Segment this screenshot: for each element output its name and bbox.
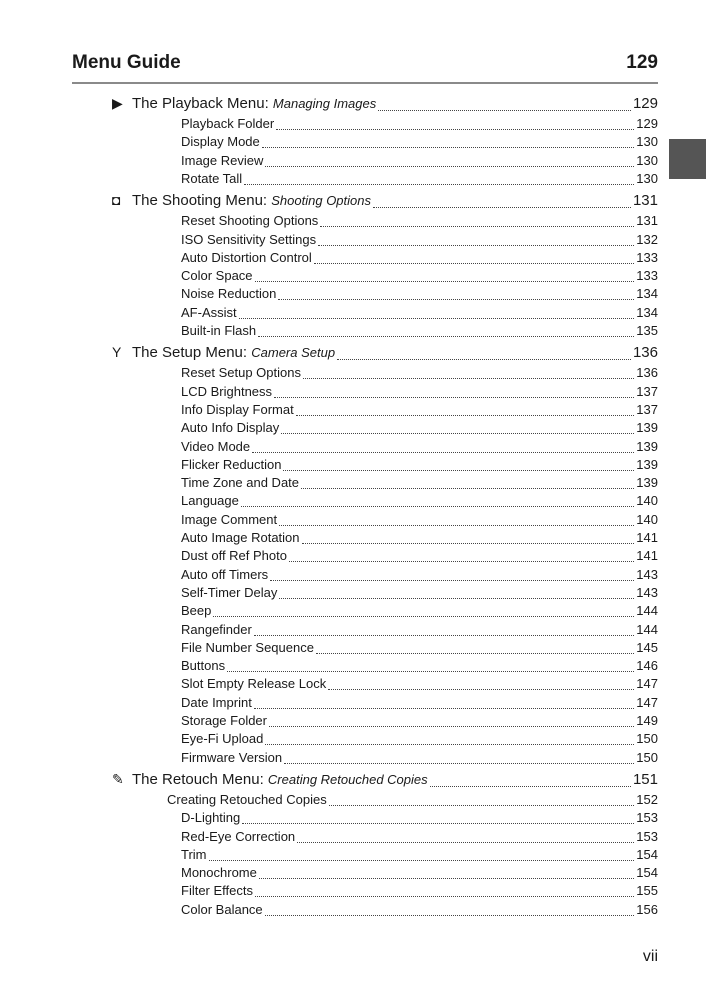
dot-leader (284, 762, 634, 764)
toc-label (181, 384, 272, 399)
toc-label (181, 640, 314, 655)
toc-label (181, 365, 301, 380)
toc-label-text: Rangefinder (181, 621, 252, 637)
toc-page-number: 131 (636, 213, 658, 229)
dot-leader (279, 524, 634, 526)
toc-label-text: Auto Info Display (181, 420, 280, 436)
toc-label (181, 658, 225, 673)
toc-label-text: Buttons (181, 658, 226, 674)
toc-label (181, 713, 267, 728)
dot-leader (213, 615, 634, 617)
toc-section-subtitle: Creating Retouched Copies (267, 771, 428, 787)
toc-entry[interactable] (181, 810, 658, 828)
toc-entry[interactable] (181, 731, 658, 749)
dot-leader (329, 804, 635, 806)
toc-label-text: Auto off Timers (181, 566, 269, 582)
dot-leader (209, 859, 635, 861)
toc-page-number: 129 (636, 116, 658, 131)
camera-icon: ◘ (112, 192, 121, 209)
dot-leader (254, 707, 634, 709)
toc-label (181, 847, 207, 862)
page-title: Menu Guide (72, 52, 181, 73)
toc-page-number: 130 (636, 170, 658, 186)
toc-label-text: Color Space (181, 268, 253, 284)
toc-label (167, 792, 327, 807)
toc-entry[interactable] (181, 493, 658, 511)
toc-entry[interactable] (181, 384, 658, 402)
toc-page-number: 144 (636, 603, 658, 619)
toc-page-number: 136 (636, 365, 658, 381)
dot-leader (297, 841, 634, 843)
toc-page-number: 140 (636, 511, 658, 527)
dot-leader (265, 743, 634, 745)
dot-leader (316, 652, 634, 654)
toc-page-number: 130 (636, 152, 658, 168)
toc-label (181, 548, 287, 563)
dot-leader (279, 597, 634, 599)
dot-leader (265, 165, 634, 167)
toc-section[interactable] (112, 344, 658, 364)
toc-entry[interactable] (181, 250, 658, 268)
toc-label-text: ISO Sensitivity Settings (181, 231, 317, 247)
toc-entry[interactable] (181, 750, 658, 768)
dot-leader (281, 432, 634, 434)
toc-label-text: The Shooting Menu: (132, 192, 272, 210)
toc-page-number: 149 (636, 713, 658, 728)
toc-label-text: File Number Sequence (181, 639, 314, 655)
toc-label (181, 695, 252, 710)
toc-label-text: The Playback Menu: (132, 95, 273, 112)
dot-leader (254, 634, 634, 636)
section-tab (669, 139, 706, 179)
dot-leader (269, 725, 634, 727)
dot-leader (255, 895, 634, 897)
dot-leader (289, 560, 634, 562)
toc-page-number: 137 (636, 383, 658, 399)
toc-entry[interactable] (181, 622, 658, 640)
toc-page-number: 133 (636, 268, 658, 284)
toc-page-number: 139 (636, 420, 658, 436)
toc-label (181, 567, 268, 582)
toc-label-text: Slot Empty Release Lock (181, 676, 327, 692)
toc-label (181, 134, 260, 149)
toc-entry[interactable] (181, 402, 658, 420)
toc-page-number: 134 (636, 286, 658, 302)
toc-label-text: Built-in Flash (181, 323, 257, 338)
dot-leader (320, 225, 634, 227)
playback-icon: ▶ (112, 95, 123, 111)
dot-leader (373, 206, 631, 208)
toc-label (181, 731, 263, 746)
toc-page-number: 151 (632, 770, 658, 788)
toc-entry[interactable] (167, 792, 658, 810)
toc-entry[interactable] (181, 829, 658, 847)
toc-page-number: 147 (636, 676, 658, 692)
toc-page-number: 129 (632, 95, 658, 112)
toc-label-text: Language (181, 493, 239, 509)
toc-label (181, 439, 250, 454)
toc-label (181, 810, 240, 825)
toc-label (181, 585, 277, 600)
toc-label (181, 622, 252, 637)
toc-entry[interactable] (181, 603, 658, 621)
toc-label-text: Display Mode (181, 134, 260, 150)
toc-entry[interactable] (181, 530, 658, 548)
wrench-icon: Y (112, 344, 122, 361)
dot-leader (278, 298, 634, 300)
toc-entry[interactable] (181, 512, 658, 530)
dot-leader (283, 469, 634, 471)
toc-entry[interactable] (181, 548, 658, 566)
toc-page-number: 152 (636, 791, 658, 807)
dot-leader (302, 542, 635, 544)
toc-page-number: 153 (636, 810, 658, 826)
toc-page-number: 146 (636, 658, 658, 674)
toc-label-text: Eye-Fi Upload (181, 731, 264, 747)
toc-label (181, 250, 312, 265)
dot-leader (296, 414, 635, 416)
toc-entry[interactable] (181, 213, 658, 231)
toc-label-text: The Retouch Menu: (132, 770, 268, 788)
toc-entry[interactable] (181, 171, 658, 189)
toc-label-text: Image Comment (181, 511, 278, 527)
toc-label-text: D-Lighting (181, 810, 241, 826)
toc-entry[interactable] (181, 847, 658, 865)
toc-page-number: 155 (636, 883, 658, 899)
toc-entry[interactable] (181, 232, 658, 250)
toc-label (181, 420, 279, 435)
dot-leader (252, 451, 634, 453)
toc-label-text: Reset Setup Options (181, 365, 301, 381)
dot-leader (274, 396, 634, 398)
toc-page-number: 145 (636, 639, 658, 655)
toc-label-text: Creating Retouched Copies (167, 791, 327, 807)
toc-entry[interactable] (181, 439, 658, 457)
toc-section[interactable] (112, 771, 658, 791)
toc-page-number: 134 (636, 304, 658, 320)
toc-label-text: Image Review (181, 152, 264, 168)
dot-leader (262, 146, 635, 148)
dot-leader (255, 280, 635, 282)
toc-entry[interactable] (181, 134, 658, 152)
toc-entry[interactable] (181, 457, 658, 475)
toc-entry[interactable] (181, 323, 658, 341)
footer-page-number: vii (642, 948, 658, 965)
toc-page-number: 140 (636, 493, 658, 509)
toc-label (181, 603, 211, 618)
dot-leader (270, 579, 634, 581)
toc-page-number: 131 (632, 192, 658, 210)
toc-label-text: Reset Shooting Options (181, 213, 319, 229)
toc-label (112, 95, 376, 112)
toc-label-text: Date Imprint (181, 694, 252, 710)
toc-page-number: 141 (636, 548, 658, 564)
toc-page-number: 150 (636, 749, 658, 765)
toc-section-subtitle: Shooting Options (271, 193, 371, 209)
toc-label-text: Time Zone and Date (181, 475, 300, 491)
toc-section-subtitle: Camera Setup (251, 345, 336, 361)
toc-label (181, 475, 299, 490)
toc-page-number: 150 (636, 731, 658, 747)
dot-leader (328, 688, 634, 690)
toc-label (181, 268, 253, 283)
toc-label (181, 676, 326, 691)
dot-leader (258, 335, 634, 337)
dot-leader (378, 109, 631, 111)
dot-leader (276, 128, 634, 130)
toc-label (181, 902, 263, 917)
toc-label (181, 512, 277, 527)
toc-label-text: Firmware Version (181, 749, 283, 765)
toc-label (181, 232, 316, 247)
toc-label-text: Info Display Format (181, 401, 294, 417)
toc-entry[interactable] (181, 305, 658, 323)
toc-page-number: 139 (636, 456, 658, 472)
toc-page-number: 143 (636, 566, 658, 582)
toc-entry[interactable] (181, 883, 658, 901)
toc-page-number: 135 (636, 323, 658, 338)
toc-page-number: 130 (636, 134, 658, 150)
toc-label-text: Self-Timer Delay (181, 584, 278, 600)
toc-label (181, 116, 274, 131)
toc-label-text: Dust off Ref Photo (181, 548, 287, 564)
toc-label (181, 829, 295, 844)
dot-leader (244, 183, 634, 185)
dot-leader (430, 785, 631, 787)
toc-page-number: 136 (632, 344, 658, 362)
toc-page-number: 141 (636, 530, 658, 545)
toc-page-number: 156 (636, 901, 658, 917)
toc-page-number: 154 (636, 865, 658, 881)
toc-entry[interactable] (181, 713, 658, 731)
toc-entry[interactable] (181, 268, 658, 286)
dot-leader (265, 914, 635, 916)
toc-page-number: 133 (636, 249, 658, 265)
toc-label (112, 192, 371, 209)
toc-entry[interactable] (181, 865, 658, 883)
dot-leader (318, 244, 634, 246)
toc-section[interactable] (112, 192, 658, 212)
toc-page-number: 137 (636, 401, 658, 417)
toc-label-text: Monochrome (181, 865, 257, 881)
toc-label-text: Auto Image Rotation (181, 530, 300, 545)
dot-leader (227, 670, 634, 672)
dot-leader (241, 505, 634, 507)
toc-page-number: 154 (636, 846, 658, 862)
toc-entry[interactable] (181, 676, 658, 694)
toc-label-text: The Setup Menu: (132, 344, 252, 362)
toc-label (181, 171, 242, 186)
toc-label-text: Beep (181, 603, 212, 619)
dot-leader (301, 487, 634, 489)
toc-page-number: 144 (636, 621, 658, 637)
toc-entry[interactable] (181, 116, 658, 134)
toc-label (112, 344, 335, 361)
toc-page-number: 139 (636, 475, 658, 491)
toc-entry[interactable] (181, 365, 658, 383)
toc-label (181, 402, 294, 417)
toc-page-number: 132 (636, 231, 658, 247)
toc-entry[interactable] (181, 286, 658, 304)
header-page-number: 129 (626, 52, 658, 73)
toc-entry[interactable] (181, 153, 658, 171)
toc-label (181, 883, 253, 898)
toc-label-text: Rotate Tall (181, 170, 243, 186)
toc-page-number: 147 (636, 694, 658, 710)
toc-entry[interactable] (181, 658, 658, 676)
toc-entry[interactable] (181, 585, 658, 603)
toc-section-subtitle: Managing Images (272, 96, 377, 111)
toc-label-text: LCD Brightness (181, 383, 273, 399)
toc-label (181, 153, 263, 168)
toc-page-number: 153 (636, 828, 658, 844)
toc-label-text: AF-Assist (181, 304, 237, 320)
toc-page-number: 139 (636, 438, 658, 454)
toc-label (181, 286, 276, 301)
toc-label (181, 305, 237, 320)
toc-entry[interactable] (181, 475, 658, 493)
page-header (72, 52, 658, 84)
toc-label (181, 530, 300, 545)
toc-label-text: Filter Effects (181, 883, 254, 899)
toc-label (181, 493, 239, 508)
toc-label (181, 750, 282, 765)
toc-label-text: Flicker Reduction (181, 456, 282, 472)
toc-entry[interactable] (181, 420, 658, 438)
toc-entry[interactable] (181, 902, 658, 920)
toc-label-text: Trim (181, 846, 207, 862)
toc-entry[interactable] (181, 695, 658, 713)
toc-label (112, 771, 428, 788)
dot-leader (314, 262, 635, 264)
toc-label-text: Auto Distortion Control (181, 249, 312, 265)
retouch-icon: ✎ (112, 770, 124, 787)
dot-leader (303, 377, 634, 379)
toc-label (181, 213, 318, 228)
toc-label-text: Red-Eye Correction (181, 828, 296, 844)
toc-label-text: Playback Folder (181, 116, 275, 131)
dot-leader (242, 822, 634, 824)
toc-section[interactable] (112, 95, 658, 115)
toc-label (181, 323, 256, 338)
toc-label-text: Video Mode (181, 438, 251, 454)
toc-entry[interactable] (181, 640, 658, 658)
toc-label (181, 865, 257, 880)
dot-leader (259, 877, 634, 879)
toc-label-text: Storage Folder (181, 713, 267, 728)
dot-leader (337, 358, 631, 360)
toc-label-text: Noise Reduction (181, 286, 277, 302)
dot-leader (239, 317, 635, 319)
toc-page-number: 143 (636, 584, 658, 600)
toc-label-text: Color Balance (181, 901, 263, 917)
toc-label (181, 457, 281, 472)
toc-entry[interactable] (181, 567, 658, 585)
